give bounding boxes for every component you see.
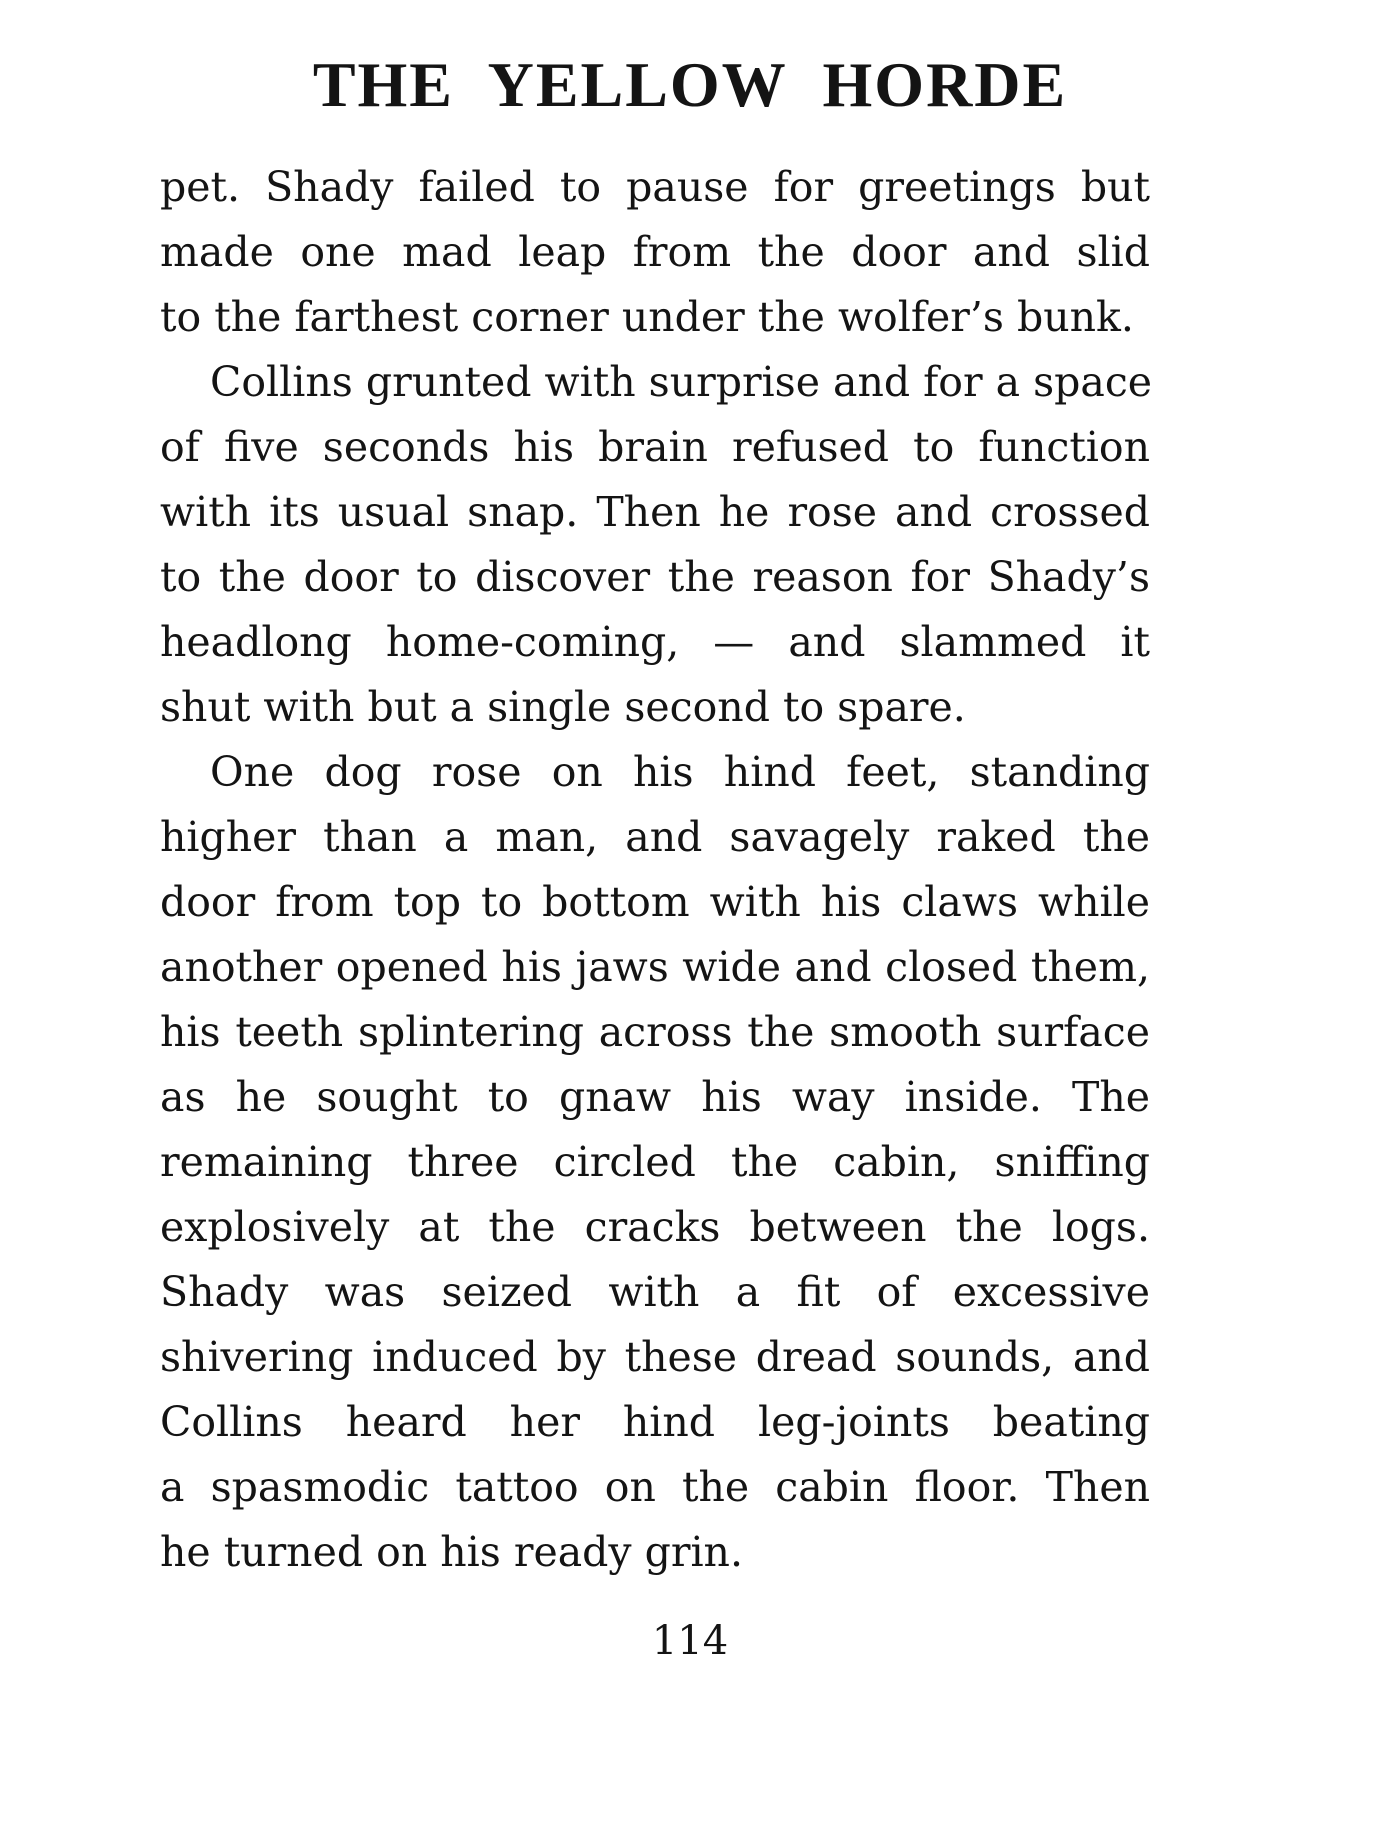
text-line: door from top to bottom with his claws while xyxy=(160,878,1150,926)
text-line: of five seconds his brain refused to function xyxy=(160,423,1150,471)
text-line: he turned on his ready grin. xyxy=(160,1528,743,1576)
text-line: to the farthest corner under the wolfer’s bunk. xyxy=(160,293,1134,341)
text-line: One dog rose on his hind feet, standing xyxy=(210,748,1150,796)
paragraph-1 xyxy=(160,155,1150,350)
body-text xyxy=(160,155,1153,1585)
text-line: remaining three circled the cabin, sniffing xyxy=(160,1138,1150,1186)
text-line: Collins heard her hind leg-joints beating xyxy=(160,1398,1150,1446)
text-line: Shady was seized with a fit of excessive xyxy=(160,1268,1150,1316)
text-line: higher than a man, and savagely raked the xyxy=(160,813,1150,861)
paragraph-2 xyxy=(160,350,1153,740)
page-number: 114 xyxy=(651,1618,729,1664)
text-line: shivering induced by these dread sounds, and xyxy=(160,1333,1150,1381)
text-line: as he sought to gnaw his way inside. The xyxy=(160,1073,1150,1121)
text-line: headlong home-coming, — and slammed it xyxy=(160,618,1150,666)
text-line: Collins grunted with surprise and for a space xyxy=(210,358,1153,406)
text-line: made one mad leap from the door and slid xyxy=(160,228,1150,276)
paragraph-3 xyxy=(160,740,1150,1585)
text-line: pet. Shady failed to pause for greetings but xyxy=(160,163,1150,211)
text-line: another opened his jaws wide and closed them, xyxy=(160,943,1150,991)
text-line: a spasmodic tattoo on the cabin floor. Then xyxy=(160,1463,1150,1511)
text-line: his teeth splintering across the smooth surface xyxy=(160,1008,1150,1056)
running-head: THE YELLOW HORDE xyxy=(312,49,1068,120)
text-line: with its usual snap. Then he rose and crossed xyxy=(160,488,1150,536)
text-line: to the door to discover the reason for Shady’s xyxy=(160,553,1150,601)
text-line: explosively at the cracks between the logs. xyxy=(160,1203,1150,1251)
text-line: shut with but a single second to spare. xyxy=(160,683,966,731)
